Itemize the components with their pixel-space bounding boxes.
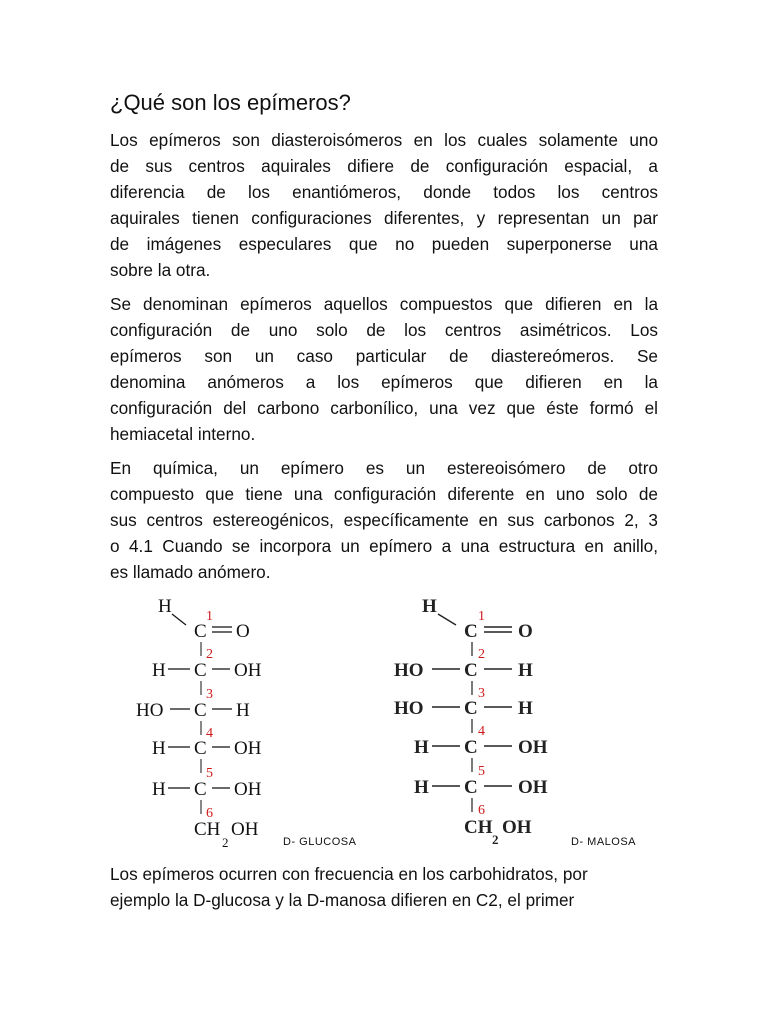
mannose-structure [388, 592, 568, 852]
atom-h: H [414, 777, 429, 798]
atom-h: H [158, 596, 172, 617]
atom-c: C [194, 700, 207, 721]
mannose-label: D- MALOSA [571, 836, 637, 848]
atom-o: O [236, 621, 250, 642]
carbon-number: 1 [478, 609, 485, 624]
text-line: sobre la otra. [110, 260, 211, 280]
text-line: o 4.1 Cuando se incorpora un epímero a una estructura en anillo, [110, 536, 658, 556]
atom-h: H [152, 779, 166, 800]
atom-subscript: 2 [492, 832, 499, 847]
carbon-number: 2 [206, 647, 213, 662]
atom-c: C [464, 777, 478, 798]
atom-h: H [152, 738, 166, 759]
text-line: denomina anómeros a los epímeros que difieren en la [110, 372, 658, 392]
atom-subscript: 2 [222, 835, 229, 850]
page-title: ¿Qué son los epímeros? [110, 90, 351, 115]
atom-oh: OH [231, 819, 259, 840]
atom-c: C [194, 621, 207, 642]
atom-ch: CH [194, 819, 221, 840]
carbon-number: 3 [206, 687, 213, 702]
text-line: sus centros estereogénicos, específicamente en sus carbonos 2, 3 [110, 510, 658, 530]
atom-c: C [464, 621, 478, 642]
atom-oh: OH [518, 777, 548, 798]
atom-oh: OH [502, 817, 532, 838]
atom-h: H [518, 660, 533, 681]
carbon-number: 3 [478, 686, 485, 701]
paragraph-denomination [110, 291, 658, 447]
atom-c: C [464, 660, 478, 681]
text-line: aquirales tienen configuraciones diferentes, y representan un par [110, 208, 658, 228]
atom-c: C [194, 660, 207, 681]
carbon-number: 5 [206, 766, 213, 781]
text-line: Los epímeros son diasteroisómeros en los cuales solamente uno [110, 130, 658, 150]
paragraph-definition [110, 127, 658, 283]
atom-ho: HO [394, 660, 424, 681]
bond-line [172, 614, 186, 625]
text-line: de imágenes especulares que no pueden superponerse una [110, 234, 658, 254]
text-line: Los epímeros ocurren con frecuencia en los carbohidratos, por [110, 864, 588, 884]
carbon-number: 5 [478, 764, 485, 779]
atom-oh: OH [234, 660, 262, 681]
paragraph-carbohydrates [110, 861, 658, 913]
atom-c: C [194, 779, 207, 800]
atom-ho: HO [394, 698, 424, 719]
text-line: es llamado anómero. [110, 562, 271, 582]
carbon-number: 1 [206, 609, 213, 624]
atom-h: H [236, 700, 250, 721]
text-line: de sus centros aquirales difiere de configuración espacial, a [110, 156, 658, 176]
text-line: epímeros son un caso particular de diastereómeros. Se [110, 346, 658, 366]
text-line: compuesto que tiene una configuración diferente en uno solo de [110, 484, 658, 504]
atom-o: O [518, 621, 533, 642]
carbon-number: 2 [478, 647, 485, 662]
carbon-number: 6 [478, 803, 485, 818]
atom-h: H [152, 660, 166, 681]
glucose-structure [130, 592, 290, 852]
carbon-number: 4 [206, 726, 213, 741]
atom-c: C [194, 738, 207, 759]
text-line: Se denominan epímeros aquellos compuestos que difieren en la [110, 294, 658, 314]
bond-line [438, 614, 456, 625]
atom-c: C [464, 737, 478, 758]
glucose-label: D- GLUCOSA [283, 836, 357, 848]
text-line: configuración del carbono carbonílico, una vez que éste formó el [110, 398, 658, 418]
text-line: diferencia de los enantiómeros, donde todos los centros [110, 182, 658, 202]
atom-ho: HO [136, 700, 164, 721]
atom-c: C [464, 698, 478, 719]
text-line: ejemplo la D-glucosa y la D-manosa difieren en C2, el primer [110, 890, 575, 910]
text-line: hemiacetal interno. [110, 424, 256, 444]
atom-ch: CH [464, 817, 493, 838]
atom-oh: OH [234, 738, 262, 759]
text-line: configuración de uno solo de los centros asimétricos. Los [110, 320, 658, 340]
atom-oh: OH [518, 737, 548, 758]
carbon-number: 6 [206, 806, 213, 821]
atom-h: H [518, 698, 533, 719]
paragraph-chemistry [110, 455, 658, 585]
atom-h: H [414, 737, 429, 758]
text-line: En química, un epímero es un estereoisómero de otro [110, 458, 658, 478]
atom-h: H [422, 596, 437, 617]
carbon-number: 4 [478, 724, 485, 739]
atom-oh: OH [234, 779, 262, 800]
